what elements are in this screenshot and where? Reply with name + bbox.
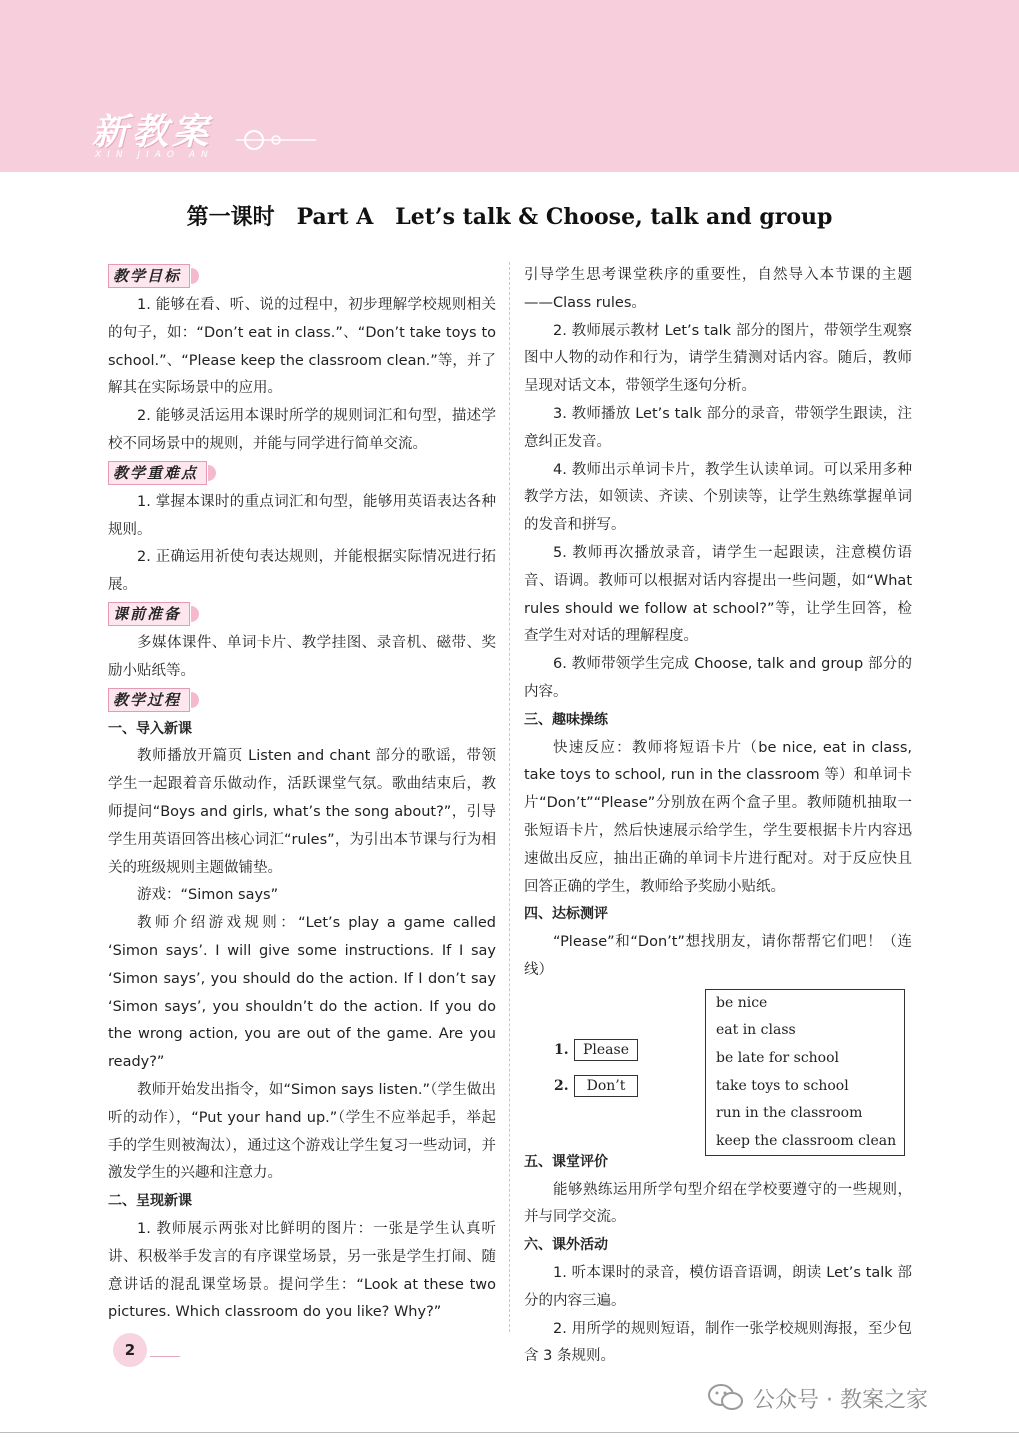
step-2: 2. 教师展示教材 Let’s talk 部分的图片，带领学生观察图中人物的动作和行为，请学生猜测对话内容。随后，教师呈现对话文本，带领学生逐句分析。	[524, 322, 912, 395]
key-points-label: 教学重难点	[108, 461, 207, 485]
section-6-title: 六、课外活动	[524, 1237, 608, 1254]
bottom-rule	[0, 1432, 1019, 1433]
page-number: 2	[113, 1333, 147, 1367]
preparation-label: 课前准备	[108, 602, 190, 626]
section-3-title: 三、趣味操练	[524, 711, 608, 728]
section-1-paragraph-3: 教师开始发出指令，如“Simon says listen.”（学生做出听的动作），“Put your hand up.”（学生不应举起手，举起手的学生则被淘汰），通过这个游戏让学生复习一些动词，并激发学生的兴趣和注意力。	[108, 1081, 496, 1182]
watermark	[707, 1378, 928, 1418]
section-2-title: 二、呈现新课	[108, 1193, 192, 1210]
page-number-rule	[150, 1356, 180, 1357]
section-1-paragraph-1: 教师播放开篇页 Listen and chant 部分的歌谣，带领学生一起跟着音乐做动作，活跃课堂气氛。歌曲结束后，教师提问“Boys and girls, what’s the song about?”，引导学生用英语回答出核心词汇“rules”，为引出本节课与行为相关的班级规则主题做铺垫。	[108, 748, 496, 876]
key-point-1: 1. 掌握本课时的重点词汇和句型，能够用英语表达各种规则。	[108, 493, 496, 538]
matching-exercise	[524, 989, 912, 1149]
section-6-item-1: 1. 听本课时的录音，模仿语音语调，朗读 Let’s talk 部分的内容三遍。	[524, 1264, 912, 1309]
section-1-title: 一、导入新课	[108, 720, 192, 737]
match-option: eat in class	[716, 1022, 796, 1039]
wechat-icon	[707, 1383, 745, 1413]
step-5: 5. 教师再次播放录音，请学生一起跟读，注意模仿语音、语调。教师可以根据对话内容提出一些问题，如“What rules should we follow at school?”等，让学生回答，检查学生对对话的理解程度。	[524, 544, 912, 645]
match-option: keep the classroom clean	[716, 1132, 897, 1149]
please-box: Please	[574, 1039, 638, 1061]
column-divider	[509, 262, 510, 1332]
match-option: take toys to school	[716, 1077, 849, 1094]
brand-subtitle: XIN JIAO AN	[95, 150, 214, 160]
objective-2: 2. 能够灵活运用本课时所学的规则词汇和句型，描述学校不同场景中的规则，并能与同学进行简单交流。	[108, 408, 496, 452]
objectives-label: 教学目标	[108, 264, 190, 288]
section-6-item-2: 2. 用所学的规则短语，制作一张学校规则海报，至少包含 3 条规则。	[524, 1320, 912, 1365]
brand-logo: 新教案	[92, 112, 213, 153]
step-6: 6. 教师带领学生完成 Choose, talk and group 部分的内容。	[524, 656, 912, 700]
section-3-paragraph: 快速反应：教师将短语卡片（be nice, eat in class, take toys to school, run in the classroom 等）和单词卡片“Don’t”“Please”分别放在两个盒子里。教师随机抽取一张短语卡片，然后快速展示给学生，学生要根据卡片内容迅速做出反应，抽出正确的单词卡片进行配对。对于反应快且回答正确的学生，教师给予奖励小贴纸。	[524, 739, 912, 895]
objective-1: 1. 能够在看、听、说的过程中，初步理解学校规则相关的句子，如：“Don’t eat in class.”、“Don’t take toys to school.”、“Please keep the classroom clean.”等，并了解其在实际场景中的应用。	[108, 297, 496, 397]
section-1-game: 游戏：“Simon says”	[137, 887, 279, 904]
watermark-text: 公众号 · 教案之家	[753, 1387, 928, 1413]
section-4-instruction: “Please”和“Don’t”想找朋友，请你帮帮它们吧！（连线）	[524, 934, 912, 978]
left-column	[108, 262, 496, 1327]
step-3: 3. 教师播放 Let’s talk 部分的录音，带领学生跟读，注意纠正发音。	[524, 405, 912, 450]
right-column	[524, 262, 912, 1371]
match-option: be late for school	[716, 1049, 840, 1066]
section-2-paragraph-1: 1. 教师展示两张对比鲜明的图片：一张是学生认真听讲、积极举手发言的有序课堂场景，另一张是学生打闹、随意讲话的混乱课堂场景。提问学生：“Look at these two pictures. Which classroom do you like? Why?”	[108, 1220, 496, 1321]
match-left-1: 1. Please	[554, 1037, 638, 1065]
key-point-2: 2. 正确运用祈使句表达规则，并能根据实际情况进行拓展。	[108, 549, 496, 594]
match-left-2: 2. Don’t	[554, 1073, 638, 1101]
preparation-text: 多媒体课件、单词卡片、教学挂图、录音机、磁带、奖励小贴纸等。	[108, 634, 496, 679]
section-4-title: 四、达标测评	[524, 906, 608, 923]
match-options-box	[705, 989, 905, 1157]
continued-paragraph: 引导学生思考课堂秩序的重要性，自然导入本节课的主题——Class rules。	[524, 267, 912, 311]
header-banner	[0, 0, 1019, 172]
lesson-title: 第一课时 Part A Let’s talk & Choose, talk and group	[186, 204, 833, 230]
section-5-paragraph: 能够熟练运用所学句型介绍在学校要遵守的一些规则，并与同学交流。	[524, 1181, 912, 1226]
section-1-paragraph-2: 教师介绍游戏规则：“Let’s play a game called ‘Simon says’. I will give some instructions. If I say ‘Simon says’, you should do the action. If I don’t say ‘Simon says’, you shouldn’t do the action. If you do the wrong action, you are out of the game. Are you ready?”	[108, 915, 496, 1071]
match-option: be nice	[716, 994, 768, 1011]
ornament-icon	[236, 126, 316, 156]
process-label: 教学过程	[108, 688, 190, 712]
dont-box: Don’t	[574, 1075, 638, 1097]
match-option: run in the classroom	[716, 1105, 863, 1122]
step-4: 4. 教师出示单词卡片，教学生认读单词。可以采用多种教学方法，如领读、齐读、个别读等，让学生熟练掌握单词的发音和拼写。	[524, 461, 912, 534]
section-5-title: 五、课堂评价	[524, 1153, 608, 1170]
